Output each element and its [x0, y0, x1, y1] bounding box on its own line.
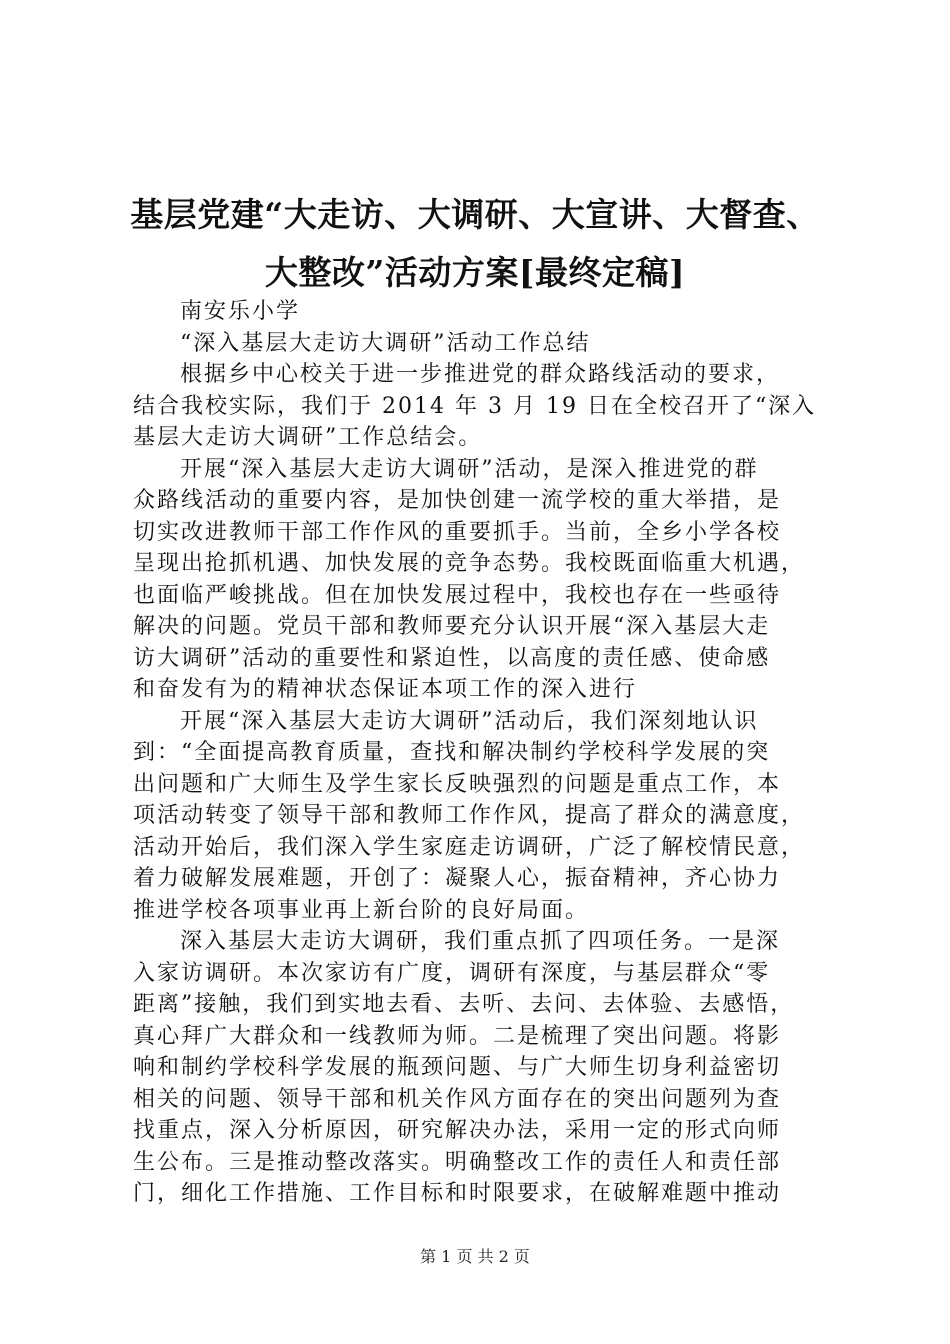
paragraph-line: 基层大走访大调研”工作总结会。 [133, 425, 483, 450]
paragraph-line: 解决的问题。党员干部和教师要充分认识开展“深入基层大走 [133, 614, 771, 639]
paragraph-line: 找重点，深入分析原因，研究解决办法，采用一定的形式向师 [133, 1118, 782, 1143]
paragraph-line: 结合我校实际，我们于 2014 年 3 月 19 日在全校召开了“深入 [133, 393, 817, 419]
paragraph-line: 相关的问题、领导干部和机关作风方面存在的突出问题列为查 [133, 1086, 782, 1112]
title-line-2: 大整改”活动方案[最终定稿] [264, 253, 686, 292]
paragraph-line: 到：“全面提高教育质量，查找和解决制约学校科学发展的突 [133, 740, 771, 765]
paragraph-line: 和奋发有为的精神状态保证本项工作的深入进行 [133, 677, 638, 702]
paragraph-line: 活动开始后，我们深入学生家庭走访调研，广泛了解校情民意， [133, 834, 806, 860]
paragraph-line: 推进学校各项事业再上新台阶的良好局面。 [133, 897, 590, 923]
document-body [133, 296, 835, 1210]
paragraph-line: 访大调研”活动的重要性和紧迫性，以高度的责任感、使命感 [133, 645, 771, 671]
school-name: 南安乐小学 [180, 299, 301, 324]
paragraph-line: 深入基层大走访大调研，我们重点抓了四项任务。一是深 [180, 929, 781, 954]
paragraph-line: 也面临严峻挑战。但在加快发展过程中，我校也存在一些亟待 [133, 582, 782, 608]
paragraph-line: 生公布。三是推动整改落实。明确整改工作的责任人和责任部 [133, 1149, 782, 1175]
paragraph-line: 呈现出抢抓机遇、加快发展的竞争态势。我校既面临重大机遇， [133, 551, 806, 576]
paragraph-line: 门，细化工作措施、工作目标和时限要求，在破解难题中推动 [133, 1181, 782, 1206]
page-number-footer: 第 1 页 共 2 页 [420, 1247, 530, 1266]
paragraph-line: 距离”接触，我们到实地去看、去听、去问、去体验、去感悟， [133, 992, 795, 1017]
document-title [100, 186, 850, 302]
paragraph-line: 响和制约学校科学发展的瓶颈问题、与广大师生切身利益密切 [133, 1055, 782, 1080]
paragraph-line: 根据乡中心校关于进一步推进党的群众路线活动的要求， [180, 362, 781, 387]
title-line-1: 基层党建“大走访、大调研、大宣讲、大督查、 [130, 195, 820, 234]
paragraph-line: 开展“深入基层大走访大调研”活动，是深入推进党的群 [180, 456, 759, 482]
paragraph-line: 出问题和广大师生及学生家长反映强烈的问题是重点工作，本 [133, 771, 782, 797]
paragraph-line: 切实改进教师干部工作作风的重要抓手。当前，全乡小学各校 [133, 519, 782, 545]
subtitle: “深入基层大走访大调研”活动工作总结 [180, 330, 591, 356]
paragraph-line: 众路线活动的重要内容，是加快创建一流学校的重大举措，是 [133, 488, 782, 513]
paragraph-line: 真心拜广大群众和一线教师为师。二是梳理了突出问题。将影 [133, 1023, 782, 1049]
paragraph-line: 开展“深入基层大走访大调研”活动后，我们深刻地认识 [180, 708, 759, 734]
paragraph-line: 着力破解发展难题，开创了：凝聚人心，振奋精神，齐心协力 [133, 866, 782, 891]
paragraph-line: 入家访调研。本次家访有广度，调研有深度，与基层群众“零 [133, 960, 771, 986]
paragraph-line: 项活动转变了领导干部和教师工作作风，提高了群众的满意度， [133, 803, 806, 828]
